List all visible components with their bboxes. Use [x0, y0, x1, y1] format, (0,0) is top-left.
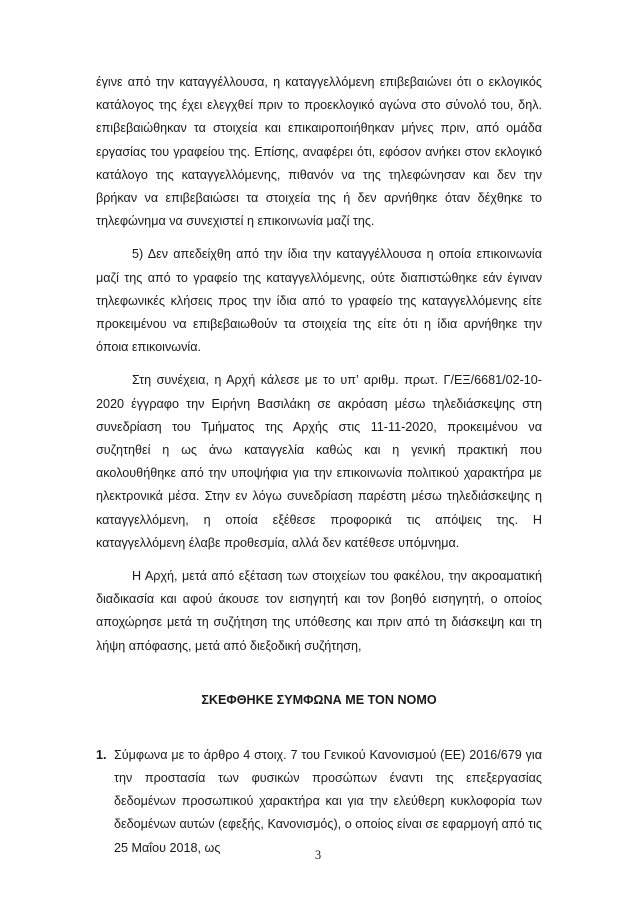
document-body: [96, 71, 542, 860]
item-number: 1.: [96, 747, 107, 762]
page-number: 3: [314, 848, 322, 862]
section-heading: ΣΚΕΦΘΗΚΕ ΣΥΜΦΩΝΑ ΜΕ ΤΟΝ ΝΟΜΟ: [201, 692, 437, 707]
item-text: Σύμφωνα με το άρθρο 4 στοιχ. 7 του Γενικού Κανονισμού (ΕΕ) 2016/679 για την προστασία των φυσικών προσώπων έναντι της επεξεργασίας δεδομένων προσωπικού χαρακτήρα και για την ελεύθερη κυκλοφορία των δεδομένων αυτών (εφεξής, Κανονισμός), ο οποίος είναι σε εφαρμογή από τις 25 Μαΐου 2018, ως: [114, 747, 542, 855]
numbered-item-1: [96, 744, 542, 860]
paragraph-point-5: 5) Δεν απεδείχθη από την ίδια την καταγγέλλουσα η οποία επικοινωνία μαζί της από το γραφείο της καταγγελλόμενης, ούτε διαπιστώθηκε εάν έγιναν τηλεφωνικές κλήσεις προς την ίδια από το γραφείο της καταγγελλόμενης είτε προκειμένου να επιβεβαιωθούν τα στοιχεία της είτε ότι η ίδια αρνήθηκε την όποια επικοινωνία.: [96, 247, 542, 355]
paragraph-continuation: έγινε από την καταγγέλλουσα, η καταγγελλόμενη επιβεβαιώνει ότι ο εκλογικός κατάλογος της έχει ελεγχθεί πριν το προεκλογικό αγώνα στο σύνολό του, δηλ. επιβεβαιώθηκαν τα στοιχεία και επικαιροποιήθηκαν μήνες πριν, από ομάδα εργασίας του γραφείου της. Επίσης, αναφέρει ότι, εφόσον ανήκει στον εκλογικό κατάλογο της καταγγελλόμενης, πιθανόν να της τηλεφώνησαν και δεν την βρήκαν να επιβεβαιώσει τα στοιχεία της ή δεν αρνήθηκε όταν δέχθηκε το τηλεφώνημα να συνεχιστεί η επικοινωνία μαζί της.: [96, 75, 542, 229]
paragraph-deliberation: Η Αρχή, μετά από εξέταση των στοιχείων του φακέλου, την ακροαματική διαδικασία και αφού άκουσε τον εισηγητή και τον βοηθό εισηγητή, ο οποίος αποχώρησε μετά τη συζήτηση της υπόθεσης και πριν από τη διάσκεψη και τη λήψη απόφασης, μετά από διεξοδική συζήτηση,: [96, 569, 542, 653]
paragraph-hearing: Στη συνέχεια, η Αρχή κάλεσε με το υπ’ αριθμ. πρωτ. Γ/ΕΞ/6681/02-10-2020 έγγραφο την Ειρήνη Βασιλάκη σε ακρόαση μέσω τηλεδιάσκεψης στη συνεδρίαση του Τμήματος της Αρχής στις 11-11-2020, προκειμένου να συζητηθεί η ως άνω καταγγελία καθώς και η γενική πρακτική που ακολουθήθηκε από την υποψήφια για την επικοινωνία πολιτικού χαρακτήρα με ηλεκτρονικά μέσα. Στην εν λόγω συνεδρίαση παρέστη μέσω τηλεδιάσκεψης η καταγγελλόμενη, η οποία εξέθεσε προφορικά τις απόψεις της. Η καταγγελλόμενη έλαβε προθεσμία, αλλά δεν κατέθεσε υπόμνημα.: [96, 373, 542, 550]
